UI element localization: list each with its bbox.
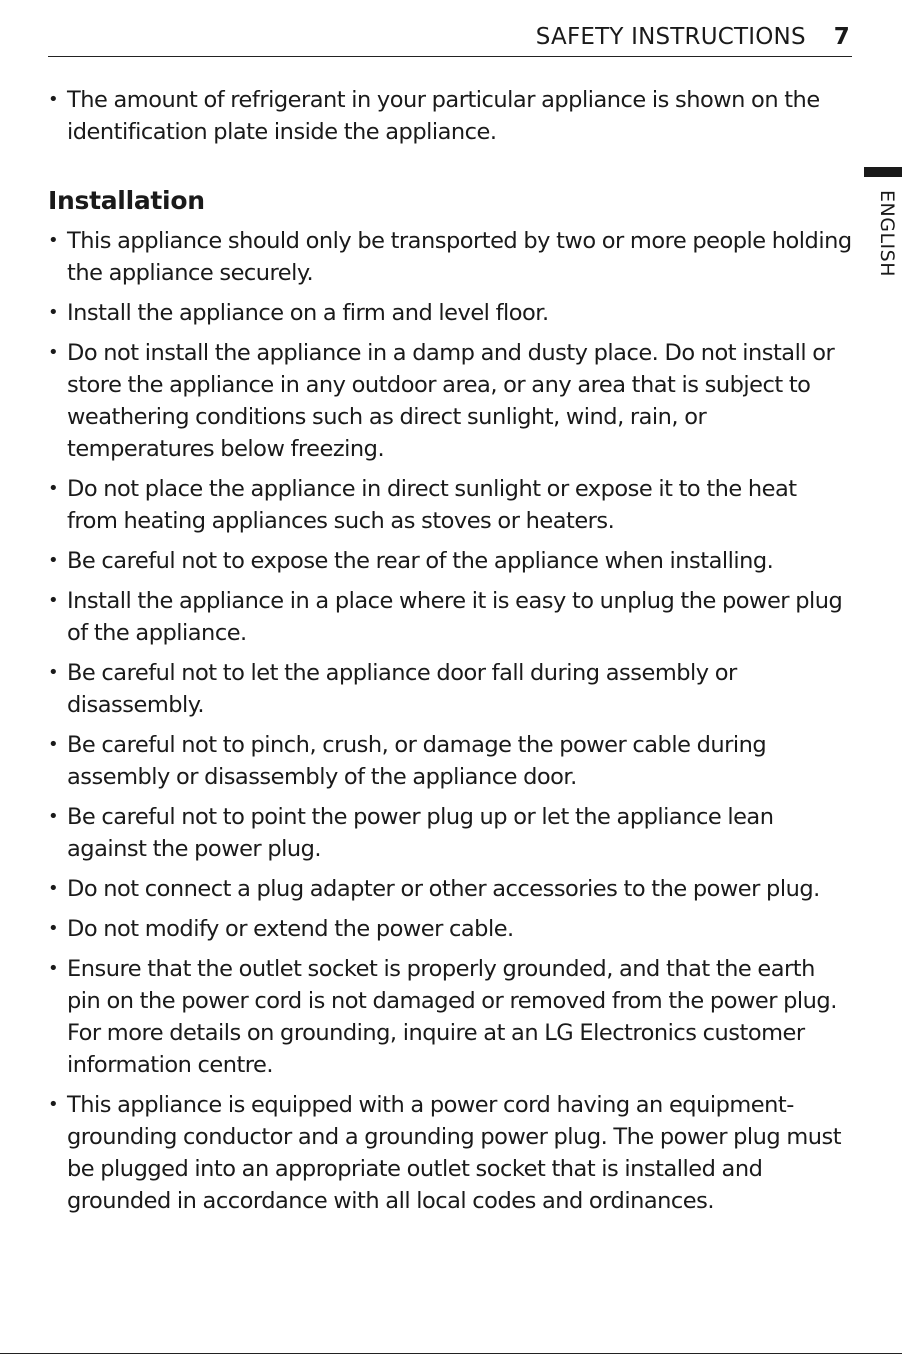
- list-item: • This appliance should only be transported by two or more people holding the appliance securely.: [48, 225, 853, 289]
- page-content: [48, 84, 853, 1225]
- list-item: • Do not connect a plug adapter or other accessories to the power plug.: [48, 873, 853, 905]
- list-item: • This appliance is equipped with a power cord having an equipment-grounding conductor and a grounding power plug. The power plug must be plugged into an appropriate outlet socket that is installed and grounded in accordance with all local codes and ordinances.: [48, 1089, 853, 1217]
- footer-rule: [0, 1353, 902, 1354]
- section-heading: Installation: [48, 186, 205, 215]
- list-item: • Install the appliance on a firm and level floor.: [48, 297, 853, 329]
- page-number: 7: [833, 24, 850, 50]
- installation-list: [48, 225, 853, 1217]
- list-item: • Be careful not to pinch, crush, or damage the power cable during assembly or disassembly of the appliance door.: [48, 729, 853, 793]
- list-item: • Do not modify or extend the power cable.: [48, 913, 853, 945]
- list-item: • Be careful not to expose the rear of the appliance when installing.: [48, 545, 853, 577]
- list-item: • Be careful not to point the power plug up or let the appliance lean against the power plug.: [48, 801, 853, 865]
- list-item: • Ensure that the outlet socket is properly grounded, and that the earth pin on the power cord is not damaged or removed from the power plug. For more details on grounding, inquire at an LG Electronics customer information centre.: [48, 953, 853, 1081]
- list-item: • Do not install the appliance in a damp and dusty place. Do not install or store the appliance in any outdoor area, or any area that is subject to weathering conditions such as direct sunlight, wind, rain, or temperatures below freezing.: [48, 337, 853, 465]
- intro-list: [48, 84, 853, 148]
- page-header: [48, 18, 852, 57]
- section-title: SAFETY INSTRUCTIONS: [535, 24, 806, 50]
- list-item: • Install the appliance in a place where it is easy to unplug the power plug of the appliance.: [48, 585, 853, 649]
- list-item: • Do not place the appliance in direct sunlight or expose it to the heat from heating appliances such as stoves or heaters.: [48, 473, 853, 537]
- list-item: • The amount of refrigerant in your particular appliance is shown on the identification plate inside the appliance.: [48, 84, 853, 148]
- list-item: • Be careful not to let the appliance door fall during assembly or disassembly.: [48, 657, 853, 721]
- language-tab-label: ENGLISH: [876, 190, 898, 277]
- language-tab-marker: [864, 167, 902, 177]
